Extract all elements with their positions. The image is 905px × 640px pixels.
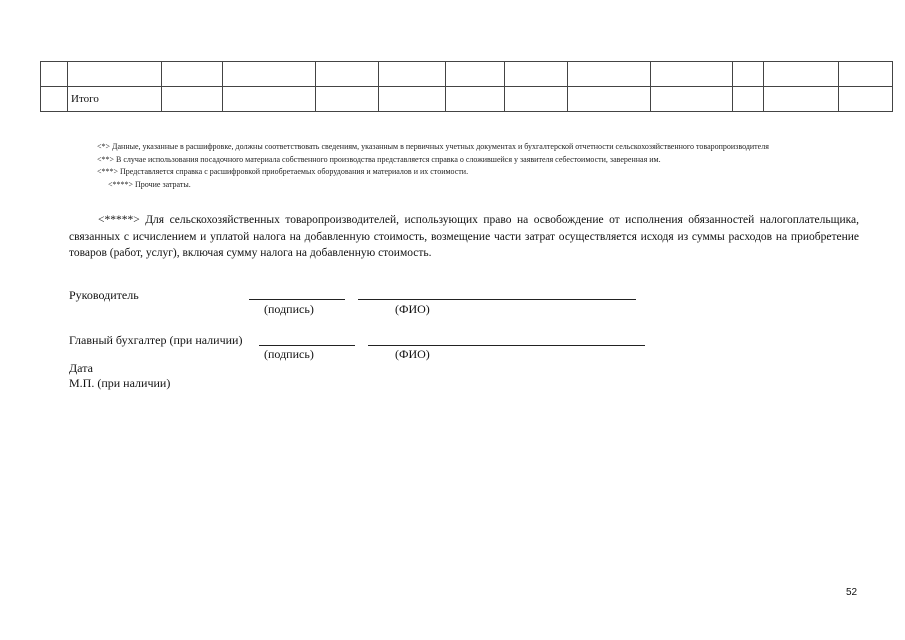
head-signature-caption: (подпись): [264, 302, 314, 316]
table-cell: [733, 87, 764, 112]
table-cell: [505, 87, 568, 112]
table-cell: [223, 87, 316, 112]
table-cell: [505, 62, 568, 87]
table-cell: [446, 62, 505, 87]
table-cell: [651, 62, 733, 87]
footnotes: [69, 141, 859, 191]
date-label: Дата: [69, 361, 93, 375]
accountant-signature-caption: (подпись): [264, 347, 314, 361]
table-cell: [568, 87, 651, 112]
table-cell: [41, 87, 68, 112]
table-cell: [379, 62, 446, 87]
footnote-1: <*> Данные, указанные в расшифровке, должны соответствовать сведениям, указанным в первичных учетных документах и бухгалтерской отчетности сельскохозяйственного товаропроизводителя: [97, 142, 769, 151]
table-cell: [764, 62, 839, 87]
table-cell: [379, 87, 446, 112]
table-cell: [839, 62, 893, 87]
head-name-caption: (ФИО): [395, 302, 430, 316]
total-label: Итого: [68, 87, 162, 112]
table-cell: [839, 87, 893, 112]
table-cell: [316, 62, 379, 87]
table-cell: [446, 87, 505, 112]
table-cell: [162, 87, 223, 112]
head-label: Руководитель: [69, 288, 139, 302]
table-row-total: [41, 87, 893, 112]
table-row: [41, 62, 893, 87]
seal-label: М.П. (при наличии): [69, 376, 171, 390]
head-signature-line: [249, 299, 345, 300]
accountant-name-line: [368, 345, 645, 346]
table-cell: [68, 62, 162, 87]
table-cell: [733, 62, 764, 87]
footnote-2: <**> В случае использования посадочного материала собственного производства представляется справка о сложившейся у заявителя себестоимости, заверенная им.: [97, 154, 661, 164]
table-cell: [162, 62, 223, 87]
table-cell: [764, 87, 839, 112]
footnote-5: <*****> Для сельскохозяйственных товаропроизводителей, использующих право на освобождение от исполнения обязанностей налогоплательщика, связанных с исчислением и уплатой налога на добавленную стоимость, возмещение части затрат осуществляется исходя из суммы расходов на приобретение товаров (работ, услуг), включая сумму налога на добавленную стоимость.: [69, 214, 859, 259]
footnote-3: <***> Представляется справка с расшифровкой приобретаемых оборудования и материалов и их стоимости.: [97, 167, 469, 176]
table-cell: [223, 62, 316, 87]
expense-table: [40, 61, 893, 112]
head-name-line: [358, 299, 636, 300]
accountant-name-caption: (ФИО): [395, 347, 430, 361]
chief-accountant-label: Главный бухгалтер (при наличии): [69, 333, 243, 347]
footnote-4: <****> Прочие затраты.: [108, 179, 191, 189]
accountant-signature-line: [259, 345, 355, 346]
page-number: 52: [846, 587, 858, 598]
table-cell: [651, 87, 733, 112]
table-cell: [41, 62, 68, 87]
table-cell: [316, 87, 379, 112]
table-cell: [568, 62, 651, 87]
